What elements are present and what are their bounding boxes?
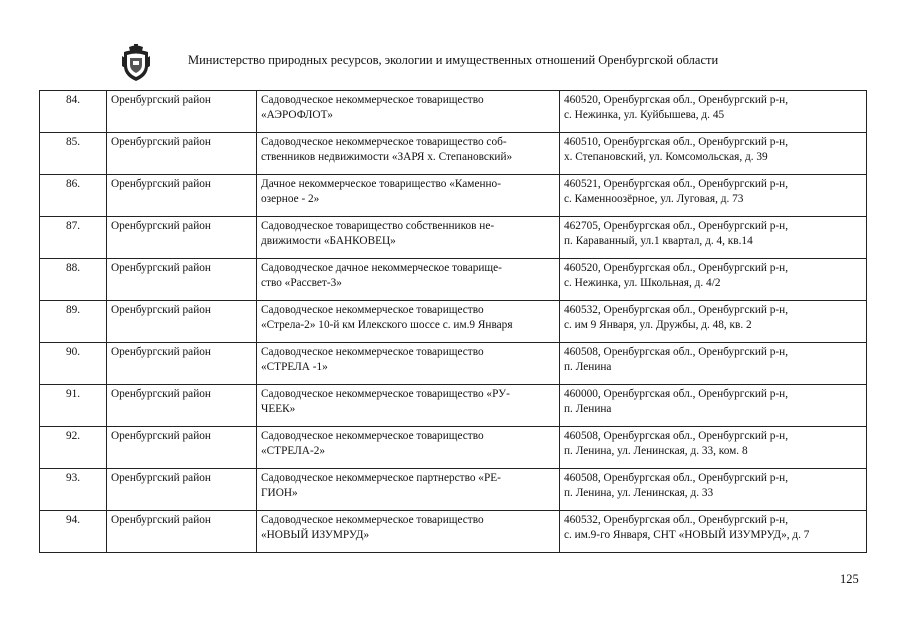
district-cell: Оренбургский район xyxy=(107,511,257,553)
district-cell: Оренбургский район xyxy=(107,427,257,469)
address-cell xyxy=(560,133,867,175)
cell-line: Садоводческое некоммерческое товарищество xyxy=(261,430,484,442)
organization-name-cell xyxy=(257,427,560,469)
cell-line: ственников недвижимости «ЗАРЯ х. Степановский» xyxy=(261,151,513,163)
cell-line: п. Караванный, ул.1 квартал, д. 4, кв.14 xyxy=(564,235,753,247)
address-cell xyxy=(560,385,867,427)
table-row xyxy=(40,301,867,343)
address-cell xyxy=(560,469,867,511)
cell-line: с. им 9 Января, ул. Дружбы, д. 48, кв. 2 xyxy=(564,319,752,331)
address-cell xyxy=(560,511,867,553)
cell-line: ство «Рассвет-3» xyxy=(261,277,342,289)
cell-line: 462705, Оренбургская обл., Оренбургский р-н, xyxy=(564,220,789,232)
organization-name-cell xyxy=(257,301,560,343)
table-row xyxy=(40,217,867,259)
table-row xyxy=(40,343,867,385)
cell-line: движимости «БАНКОВЕЦ» xyxy=(261,235,396,247)
organization-name-cell xyxy=(257,217,560,259)
address-cell xyxy=(560,175,867,217)
organization-name-cell xyxy=(257,511,560,553)
table-row xyxy=(40,259,867,301)
num-cell: 94. xyxy=(40,511,107,553)
address-cell xyxy=(560,91,867,133)
cell-line: с. Нежинка, ул. Куйбышева, д. 45 xyxy=(564,109,725,121)
cell-line: 460508, Оренбургская обл., Оренбургский р-н, xyxy=(564,346,789,358)
district-cell: Оренбургский район xyxy=(107,259,257,301)
cell-line: 460532, Оренбургская обл., Оренбургский р-н, xyxy=(564,304,789,316)
table-row xyxy=(40,385,867,427)
address-cell xyxy=(560,301,867,343)
organization-name-cell xyxy=(257,469,560,511)
num-cell: 92. xyxy=(40,427,107,469)
num-cell: 91. xyxy=(40,385,107,427)
num-cell: 84. xyxy=(40,91,107,133)
district-cell: Оренбургский район xyxy=(107,217,257,259)
cell-line: Садоводческое некоммерческое товарищество xyxy=(261,304,484,316)
table-row xyxy=(40,469,867,511)
address-cell xyxy=(560,259,867,301)
district-cell: Оренбургский район xyxy=(107,91,257,133)
cell-line: 460532, Оренбургская обл., Оренбургский р-н, xyxy=(564,514,789,526)
cell-line: «СТРЕЛА-2» xyxy=(261,445,325,457)
cell-line: п. Ленина xyxy=(564,403,612,415)
district-cell: Оренбургский район xyxy=(107,343,257,385)
cell-line: с. им.9-го Января, СНТ «НОВЫЙ ИЗУМРУД», д. 7 xyxy=(564,529,810,541)
num-cell: 93. xyxy=(40,469,107,511)
cell-line: «АЭРОФЛОТ» xyxy=(261,109,333,121)
cell-line: 460000, Оренбургская обл., Оренбургский р-н, xyxy=(564,388,789,400)
cell-line: с. Каменноозёрное, ул. Луговая, д. 73 xyxy=(564,193,744,205)
cell-line: п. Ленина, ул. Ленинская, д. 33 xyxy=(564,487,714,499)
cell-line: 460508, Оренбургская обл., Оренбургский р-н, xyxy=(564,430,789,442)
ministry-title: Министерство природных ресурсов, экологии и имущественных отношений Оренбургской области xyxy=(188,53,719,67)
cell-line: «СТРЕЛА -1» xyxy=(261,361,328,373)
cell-line: Садоводческое товарищество собственников не- xyxy=(261,220,495,232)
district-cell: Оренбургский район xyxy=(107,175,257,217)
cell-line: 460520, Оренбургская обл., Оренбургский р-н, xyxy=(564,94,789,106)
cell-line: 460521, Оренбургская обл., Оренбургский р-н, xyxy=(564,178,789,190)
district-cell: Оренбургский район xyxy=(107,301,257,343)
cell-line: п. Ленина xyxy=(564,361,612,373)
num-cell: 90. xyxy=(40,343,107,385)
cell-line: Дачное некоммерческое товарищество «Каменно- xyxy=(261,178,501,190)
organization-name-cell xyxy=(257,259,560,301)
num-cell: 88. xyxy=(40,259,107,301)
cell-line: с. Нежинка, ул. Школьная, д. 4/2 xyxy=(564,277,721,289)
table-row xyxy=(40,427,867,469)
table-row xyxy=(40,91,867,133)
organization-name-cell xyxy=(257,385,560,427)
cell-line: Садоводческое некоммерческое товарищество xyxy=(261,514,484,526)
cell-line: «НОВЫЙ ИЗУМРУД» xyxy=(261,529,370,541)
cell-line: Садоводческое некоммерческое партнерство «РЕ- xyxy=(261,472,501,484)
cell-line: Садоводческое некоммерческое товарищество соб- xyxy=(261,136,507,148)
organization-name-cell xyxy=(257,175,560,217)
address-cell xyxy=(560,217,867,259)
cell-line: 460508, Оренбургская обл., Оренбургский р-н, xyxy=(564,472,789,484)
coat-of-arms-emblem xyxy=(121,42,151,84)
district-cell: Оренбургский район xyxy=(107,385,257,427)
table-row xyxy=(40,175,867,217)
organizations-table xyxy=(39,90,867,553)
num-cell: 85. xyxy=(40,133,107,175)
page-number: 125 xyxy=(840,572,859,586)
organization-name-cell xyxy=(257,91,560,133)
num-cell: 89. xyxy=(40,301,107,343)
cell-line: Садоводческое дачное некоммерческое товарище- xyxy=(261,262,502,274)
table-row xyxy=(40,133,867,175)
cell-line: Садоводческое некоммерческое товарищество xyxy=(261,94,484,106)
district-cell: Оренбургский район xyxy=(107,469,257,511)
cell-line: х. Степановский, ул. Комсомольская, д. 39 xyxy=(564,151,768,163)
organization-name-cell xyxy=(257,343,560,385)
cell-line: п. Ленина, ул. Ленинская, д. 33, ком. 8 xyxy=(564,445,748,457)
cell-line: озерное - 2» xyxy=(261,193,320,205)
cell-line: Садоводческое некоммерческое товарищество xyxy=(261,346,484,358)
organization-name-cell xyxy=(257,133,560,175)
cell-line: 460520, Оренбургская обл., Оренбургский р-н, xyxy=(564,262,789,274)
cell-line: «Стрела-2» 10-й км Илекского шоссе с. им.9 Января xyxy=(261,319,513,331)
cell-line: ЧЕЕК» xyxy=(261,403,296,415)
cell-line: Садоводческое некоммерческое товарищество «РУ- xyxy=(261,388,510,400)
address-cell xyxy=(560,427,867,469)
table-row xyxy=(40,511,867,553)
district-cell: Оренбургский район xyxy=(107,133,257,175)
num-cell: 86. xyxy=(40,175,107,217)
cell-line: ГИОН» xyxy=(261,487,298,499)
num-cell: 87. xyxy=(40,217,107,259)
cell-line: 460510, Оренбургская обл., Оренбургский р-н, xyxy=(564,136,789,148)
address-cell xyxy=(560,343,867,385)
